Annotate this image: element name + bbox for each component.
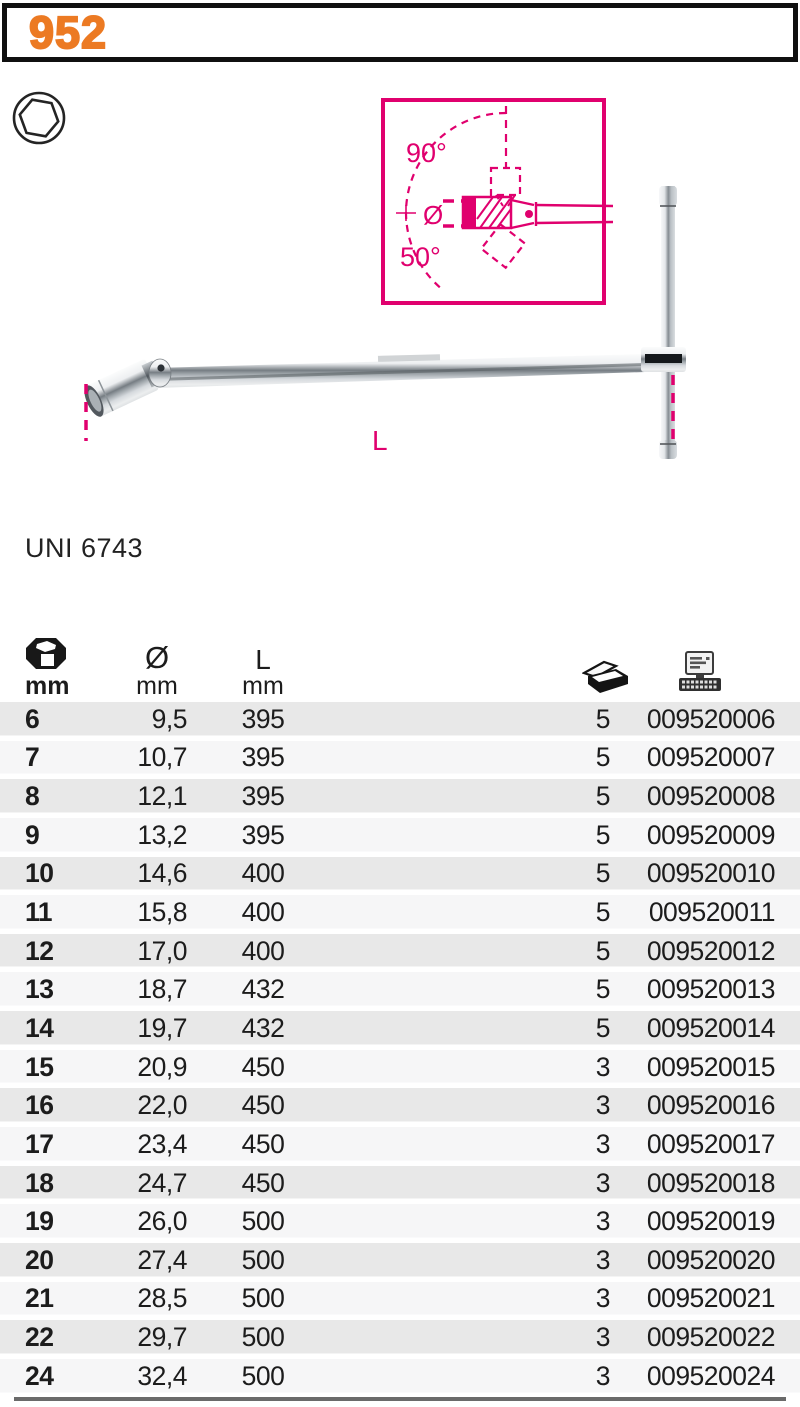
length-cell: 500 [241,1360,285,1391]
diameter-header: Ø [144,640,170,676]
diameter-cell: 18,7 [137,974,187,1005]
pack-qty-cell: 3 [595,1128,610,1159]
diameter-cell: 24,7 [137,1167,187,1198]
size-cell: 12 [25,935,54,966]
pack-qty-cell: 3 [595,1360,610,1391]
table-row [0,1359,800,1398]
size-cell: 10 [25,858,54,889]
diameter-cell: 32,4 [137,1360,187,1391]
length-cell: 395 [241,781,285,812]
diameter-cell: 15,8 [137,897,187,928]
table-row [0,895,800,934]
size-cell: 8 [25,781,40,812]
bottom-rule [14,1397,786,1401]
joint-pin [157,364,164,371]
size-cell: 19 [25,1206,54,1237]
pack-qty-cell: 5 [595,935,610,966]
product-code-cell: 009520016 [646,1090,775,1121]
pack-qty-cell: 5 [595,1012,610,1043]
diameter-cell: 17,0 [137,935,187,966]
table-row [0,702,800,741]
diameter-cell: 13,2 [137,819,187,850]
length-cell: 500 [241,1283,285,1314]
hex-socket-icon [14,93,64,143]
pack-qty-cell: 3 [595,1283,610,1314]
diameter-cell: 20,9 [137,1051,187,1082]
table-row [0,1320,800,1359]
product-code-cell: 009520008 [646,781,775,812]
product-illustration [0,0,800,600]
table-row [0,818,800,857]
size-table [0,702,800,1398]
diameter-unit: mm [136,671,178,700]
table-row [0,1088,800,1127]
pack-qty-cell: 3 [595,1322,610,1353]
angle-min-label: 50° [400,242,441,272]
product-code-cell: 009520020 [646,1244,775,1275]
table-row [0,1282,800,1321]
pack-qty-cell: 5 [595,781,610,812]
standard-reference: UNI 6743 [25,533,144,563]
diameter-cell: 23,4 [137,1128,187,1159]
length-label: L [372,425,388,456]
toolbox-icon [582,658,630,696]
size-cell: 24 [25,1360,54,1391]
length-cell: 500 [241,1244,285,1275]
size-cell: 16 [25,1090,54,1121]
table-row [0,1204,800,1243]
pack-qty-cell: 5 [595,742,610,773]
table-header [0,632,800,702]
size-unit: mm [25,671,70,700]
pack-qty-cell: 5 [595,819,610,850]
length-cell: 395 [241,703,285,734]
diameter-symbol: Ø [423,200,444,230]
length-cell: 450 [241,1051,285,1082]
product-code-cell: 009520012 [646,935,775,966]
length-cell: 395 [241,819,285,850]
length-cell: 500 [241,1206,285,1237]
pack-qty-cell: 3 [595,1051,610,1082]
hex-nut-icon [23,635,69,673]
size-cell: 22 [25,1322,54,1353]
pack-qty-cell: 5 [595,897,610,928]
diameter-cell: 26,0 [137,1206,187,1237]
length-cell: 400 [241,858,285,889]
size-cell: 15 [25,1051,54,1082]
angle-max-label: 90° [406,138,447,168]
size-cell: 11 [25,897,53,928]
product-code-cell: 009520017 [646,1128,775,1159]
length-cell: 432 [241,1012,285,1043]
product-code-cell: 009520021 [646,1283,775,1314]
pack-qty-cell: 5 [595,858,610,889]
size-cell: 9 [25,819,40,850]
product-code-cell: 009520009 [646,819,775,850]
size-cell: 21 [25,1283,54,1314]
model-number: 952 [29,7,108,58]
table-row [0,857,800,896]
length-unit: mm [242,671,284,700]
table-row [0,1166,800,1205]
diameter-cell: 14,6 [137,858,187,889]
product-code-cell: 009520024 [646,1360,775,1391]
table-row [0,1127,800,1166]
length-cell: 432 [241,974,285,1005]
size-cell: 6 [25,703,40,734]
product-code-cell: 009520014 [646,1012,775,1043]
length-cell: 500 [241,1322,285,1353]
pack-qty-cell: 3 [595,1206,610,1237]
pack-qty-cell: 5 [595,974,610,1005]
pack-qty-cell: 3 [595,1090,610,1121]
register-icon [676,650,724,694]
length-cell: 400 [241,897,285,928]
diameter-cell: 10,7 [137,742,187,773]
diameter-cell: 27,4 [137,1244,187,1275]
product-code-cell: 009520011 [648,897,775,928]
diameter-cell: 28,5 [137,1283,187,1314]
diameter-cell: 9,5 [151,703,187,734]
product-code-cell: 009520018 [646,1167,775,1198]
diameter-cell: 12,1 [137,781,187,812]
length-cell: 395 [241,742,285,773]
product-code-cell: 009520007 [646,742,775,773]
pack-qty-cell: 5 [595,703,610,734]
length-cell: 400 [241,935,285,966]
diameter-cell: 19,7 [137,1012,187,1043]
table-row [0,779,800,818]
product-code-cell: 009520022 [646,1322,775,1353]
table-row [0,741,800,780]
length-cell: 450 [241,1090,285,1121]
product-code-cell: 009520010 [646,858,775,889]
pack-qty-cell: 3 [595,1244,610,1275]
size-cell: 18 [25,1167,54,1198]
table-row [0,934,800,973]
product-code-cell: 009520006 [646,703,775,734]
table-row [0,1243,800,1282]
diameter-cell: 22,0 [137,1090,187,1121]
table-row [0,1050,800,1089]
size-cell: 20 [25,1244,54,1275]
size-cell: 17 [25,1128,54,1159]
size-cell: 14 [25,1012,54,1043]
product-code-cell: 009520019 [646,1206,775,1237]
length-cell: 450 [241,1167,285,1198]
diameter-cell: 29,7 [137,1322,187,1353]
product-code-cell: 009520015 [646,1051,775,1082]
length-cell: 450 [241,1128,285,1159]
product-code-cell: 009520013 [646,974,775,1005]
pack-qty-cell: 3 [595,1167,610,1198]
table-row [0,972,800,1011]
table-row [0,1011,800,1050]
length-header: L [255,643,271,675]
size-cell: 13 [25,974,54,1005]
size-cell: 7 [25,742,40,773]
swivel-angle-diagram [383,100,613,303]
